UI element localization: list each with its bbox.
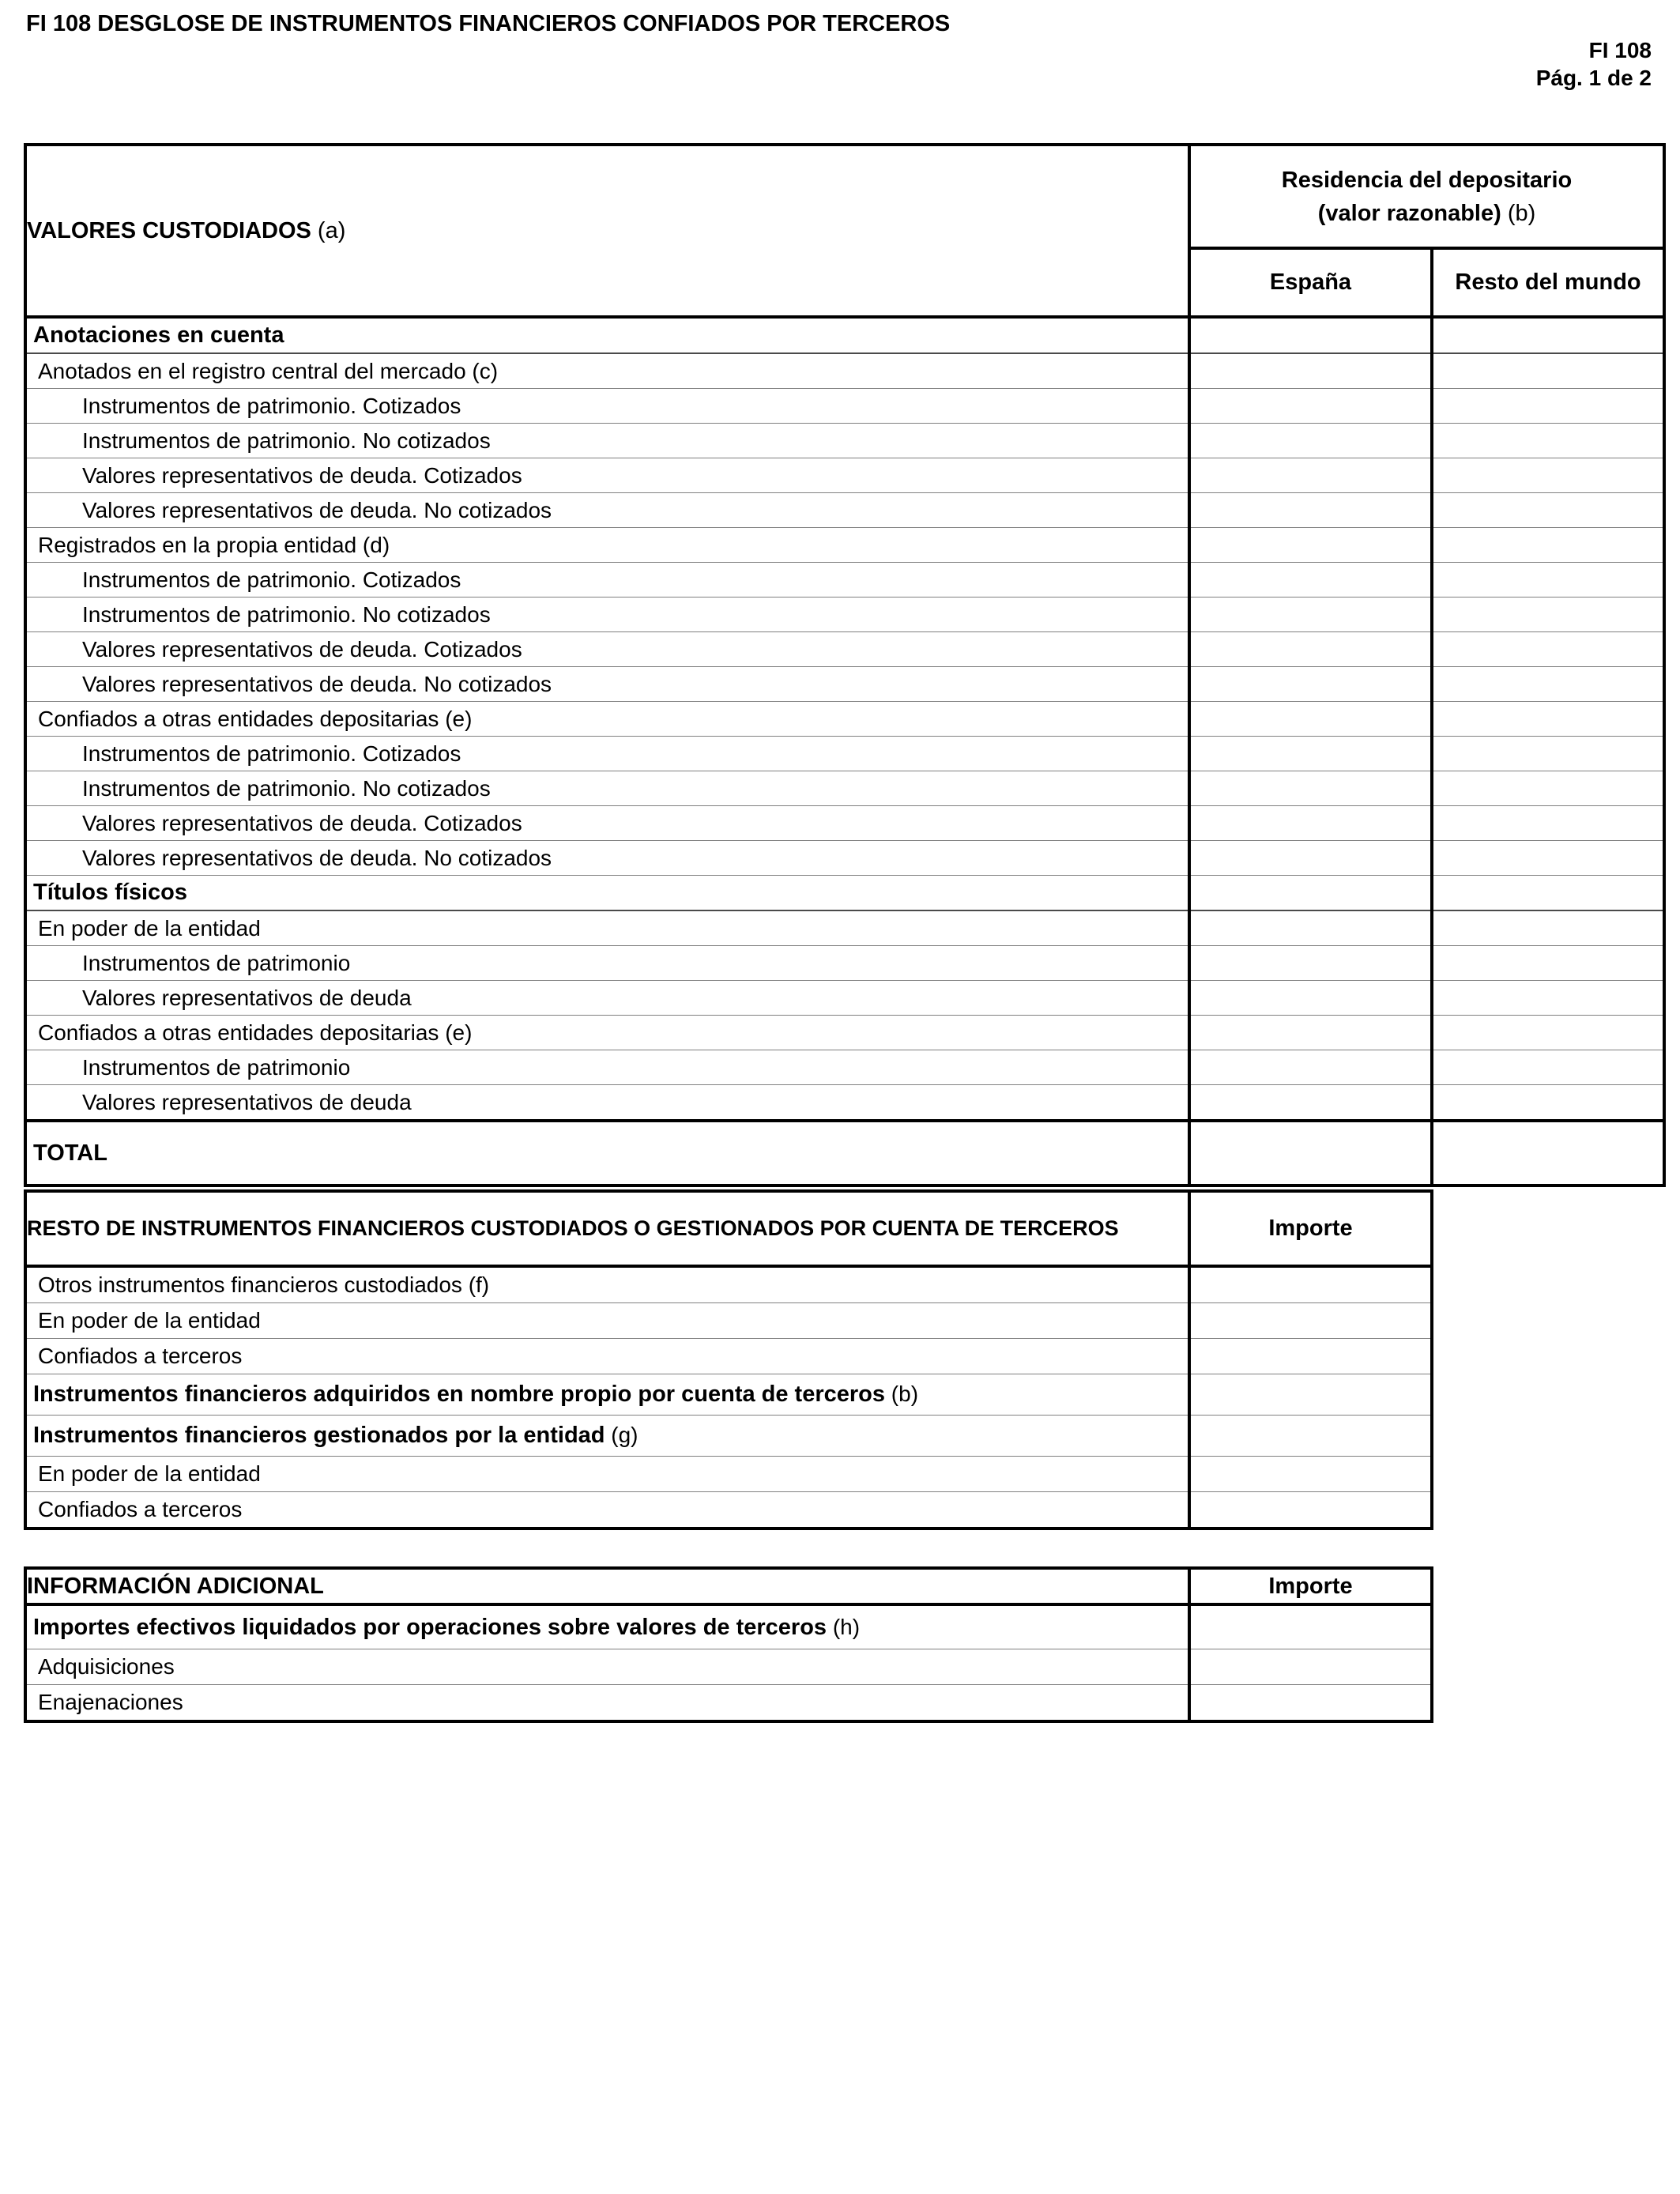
informacion-adicional-table-header	[25, 1568, 1432, 1604]
table-row	[25, 1604, 1432, 1649]
value-cell-resto-del-mundo	[1432, 528, 1664, 563]
valores-custodiados-table-header	[25, 145, 1664, 317]
value-cell-resto-del-mundo	[1432, 1085, 1664, 1122]
valores-custodiados-table	[24, 143, 1666, 1187]
row-label: Confiados a otras entidades depositarias (e)	[25, 1016, 1189, 1050]
row-label: Confiados a terceros	[25, 1492, 1189, 1529]
valores-custodiados-header-cell	[25, 145, 1189, 317]
residencia-depositario-header-cell	[1189, 145, 1664, 248]
row-label: Valores representativos de deuda. No cotizados	[25, 493, 1189, 528]
table-row	[25, 598, 1664, 632]
table-row	[25, 1050, 1664, 1085]
resto-instrumentos-table	[24, 1189, 1433, 1530]
row-label: Instrumentos de patrimonio. No cotizados	[25, 424, 1189, 458]
value-cell-resto-del-mundo	[1432, 317, 1664, 353]
row-label: Importes efectivos liquidados por operaciones sobre valores de terceros (h)	[25, 1604, 1189, 1649]
table-row	[25, 1416, 1432, 1457]
value-cell-resto-del-mundo	[1432, 771, 1664, 806]
row-label: Instrumentos de patrimonio. No cotizados	[25, 771, 1189, 806]
value-cell-espana	[1189, 389, 1432, 424]
table-row	[25, 1266, 1432, 1303]
value-cell-espana	[1189, 910, 1432, 946]
value-cell-espana	[1189, 946, 1432, 981]
value-cell-resto-del-mundo	[1432, 737, 1664, 771]
row-label: Adquisiciones	[25, 1649, 1189, 1685]
column-header-espana: España	[1189, 248, 1432, 317]
value-cell-importe	[1189, 1374, 1432, 1416]
value-cell-espana	[1189, 317, 1432, 353]
table-row	[25, 528, 1664, 563]
table-row	[25, 563, 1664, 598]
value-cell-importe	[1189, 1685, 1432, 1722]
row-label: En poder de la entidad	[25, 910, 1189, 946]
value-cell-importe	[1189, 1649, 1432, 1685]
value-cell-importe	[1189, 1339, 1432, 1374]
row-label: Valores representativos de deuda. No cotizados	[25, 841, 1189, 876]
informacion-adicional-table	[24, 1566, 1433, 1723]
value-cell-resto-del-mundo	[1432, 389, 1664, 424]
row-label: Instrumentos de patrimonio. Cotizados	[25, 737, 1189, 771]
table-row	[25, 702, 1664, 737]
value-cell-resto-del-mundo	[1432, 702, 1664, 737]
table-row	[25, 458, 1664, 493]
row-label: Anotaciones en cuenta	[25, 317, 1189, 353]
table-row	[25, 737, 1664, 771]
row-label: Instrumentos de patrimonio. No cotizados	[25, 598, 1189, 632]
value-cell-espana	[1189, 806, 1432, 841]
table-row	[25, 424, 1664, 458]
column-header-importe: Importe	[1189, 1568, 1432, 1604]
value-cell-resto-del-mundo	[1432, 458, 1664, 493]
value-cell-espana	[1189, 981, 1432, 1016]
row-label: Valores representativos de deuda	[25, 981, 1189, 1016]
value-cell-espana	[1189, 528, 1432, 563]
row-label: Otros instrumentos financieros custodiados (f)	[25, 1266, 1189, 1303]
row-label: Enajenaciones	[25, 1685, 1189, 1722]
value-cell-resto-del-mundo	[1432, 1016, 1664, 1050]
table-row	[25, 876, 1664, 911]
row-label: En poder de la entidad	[25, 1457, 1189, 1492]
table-row	[25, 1649, 1432, 1685]
table-row	[25, 1374, 1432, 1416]
value-cell-importe	[1189, 1303, 1432, 1339]
value-cell-espana	[1189, 667, 1432, 702]
table-row	[25, 910, 1664, 946]
column-header-importe: Importe	[1189, 1191, 1432, 1266]
row-label: Instrumentos financieros adquiridos en nombre propio por cuenta de terceros (b)	[25, 1374, 1189, 1416]
table-row	[25, 1457, 1432, 1492]
value-cell-resto-del-mundo	[1432, 563, 1664, 598]
resto-instrumentos-table-header	[25, 1191, 1432, 1266]
value-cell-resto-del-mundo	[1432, 493, 1664, 528]
value-cell-espana	[1189, 563, 1432, 598]
value-cell-resto-del-mundo	[1432, 424, 1664, 458]
row-label: Valores representativos de deuda	[25, 1085, 1189, 1122]
value-cell-importe	[1189, 1492, 1432, 1529]
value-cell-espana	[1189, 876, 1432, 911]
table-row	[25, 353, 1664, 389]
value-cell-resto-del-mundo	[1432, 946, 1664, 981]
value-cell-resto-del-mundo	[1432, 632, 1664, 667]
residencia-depositario-line2: (valor razonable) (b)	[1317, 200, 1536, 226]
value-cell-resto-del-mundo	[1432, 353, 1664, 389]
value-cell-espana	[1189, 458, 1432, 493]
row-label: Anotados en el registro central del mercado (c)	[25, 353, 1189, 389]
value-cell-espana	[1189, 841, 1432, 876]
row-label: Valores representativos de deuda. Cotizados	[25, 632, 1189, 667]
value-cell-resto-del-mundo	[1432, 1121, 1664, 1186]
table-row	[25, 1492, 1432, 1529]
value-cell-resto-del-mundo	[1432, 876, 1664, 911]
row-label: Valores representativos de deuda. No cotizados	[25, 667, 1189, 702]
row-label: TOTAL	[25, 1121, 1189, 1186]
resto-instrumentos-table-body	[25, 1266, 1432, 1529]
column-header-resto-del-mundo: Resto del mundo	[1432, 248, 1664, 317]
value-cell-resto-del-mundo	[1432, 1050, 1664, 1085]
doc-reference	[1536, 36, 1652, 92]
value-cell-espana	[1189, 598, 1432, 632]
table-row	[25, 632, 1664, 667]
value-cell-espana	[1189, 771, 1432, 806]
value-cell-resto-del-mundo	[1432, 667, 1664, 702]
informacion-adicional-table-body	[25, 1604, 1432, 1721]
table-row	[25, 389, 1664, 424]
table-row	[25, 317, 1664, 353]
row-label: Instrumentos financieros gestionados por la entidad (g)	[25, 1416, 1189, 1457]
table-row	[25, 667, 1664, 702]
resto-instrumentos-header-cell: RESTO DE INSTRUMENTOS FINANCIEROS CUSTODIADOS O GESTIONADOS POR CUENTA DE TERCEROS	[25, 1191, 1189, 1266]
informacion-adicional-header-cell: INFORMACIÓN ADICIONAL	[25, 1568, 1189, 1604]
table-row	[25, 981, 1664, 1016]
value-cell-espana	[1189, 1121, 1432, 1186]
table-row	[25, 1016, 1664, 1050]
table-row	[25, 1303, 1432, 1339]
value-cell-espana	[1189, 1016, 1432, 1050]
table-row	[25, 771, 1664, 806]
table-row	[25, 493, 1664, 528]
page-indicator: Pág. 1 de 2	[1535, 66, 1652, 90]
table-row	[25, 1121, 1664, 1186]
residencia-depositario-line1: Residencia del depositario	[1281, 167, 1573, 193]
row-label: Instrumentos de patrimonio	[25, 946, 1189, 981]
value-cell-espana	[1189, 1050, 1432, 1085]
value-cell-espana	[1189, 493, 1432, 528]
row-label: Registrados en la propia entidad (d)	[25, 528, 1189, 563]
row-label: En poder de la entidad	[25, 1303, 1189, 1339]
row-label: Confiados a terceros	[25, 1339, 1189, 1374]
valores-custodiados-suffix: (a)	[317, 217, 346, 243]
row-label: Instrumentos de patrimonio. Cotizados	[25, 389, 1189, 424]
table-row	[25, 841, 1664, 876]
value-cell-importe	[1189, 1457, 1432, 1492]
table-row	[25, 1685, 1432, 1722]
value-cell-resto-del-mundo	[1432, 806, 1664, 841]
row-label: Valores representativos de deuda. Cotizados	[25, 458, 1189, 493]
value-cell-importe	[1189, 1604, 1432, 1649]
value-cell-resto-del-mundo	[1432, 598, 1664, 632]
table-row	[25, 1085, 1664, 1122]
table-row	[25, 1339, 1432, 1374]
value-cell-resto-del-mundo	[1432, 981, 1664, 1016]
value-cell-importe	[1189, 1266, 1432, 1303]
value-cell-resto-del-mundo	[1432, 910, 1664, 946]
value-cell-espana	[1189, 1085, 1432, 1122]
value-cell-espana	[1189, 737, 1432, 771]
table-row	[25, 946, 1664, 981]
value-cell-espana	[1189, 353, 1432, 389]
value-cell-importe	[1189, 1416, 1432, 1457]
row-label: Instrumentos de patrimonio. Cotizados	[25, 563, 1189, 598]
row-label: Valores representativos de deuda. Cotizados	[25, 806, 1189, 841]
value-cell-espana	[1189, 702, 1432, 737]
valores-custodiados-label: VALORES CUSTODIADOS	[27, 217, 311, 243]
value-cell-espana	[1189, 632, 1432, 667]
row-label: Instrumentos de patrimonio	[25, 1050, 1189, 1085]
valores-custodiados-table-body	[25, 317, 1664, 1186]
row-label: Confiados a otras entidades depositarias (e)	[25, 702, 1189, 737]
page-title: FI 108 DESGLOSE DE INSTRUMENTOS FINANCIEROS CONFIADOS POR TERCEROS	[26, 11, 951, 36]
value-cell-resto-del-mundo	[1432, 841, 1664, 876]
table-row	[25, 806, 1664, 841]
row-label: Títulos físicos	[25, 876, 1189, 911]
value-cell-espana	[1189, 424, 1432, 458]
doc-code: FI 108	[1588, 38, 1652, 62]
